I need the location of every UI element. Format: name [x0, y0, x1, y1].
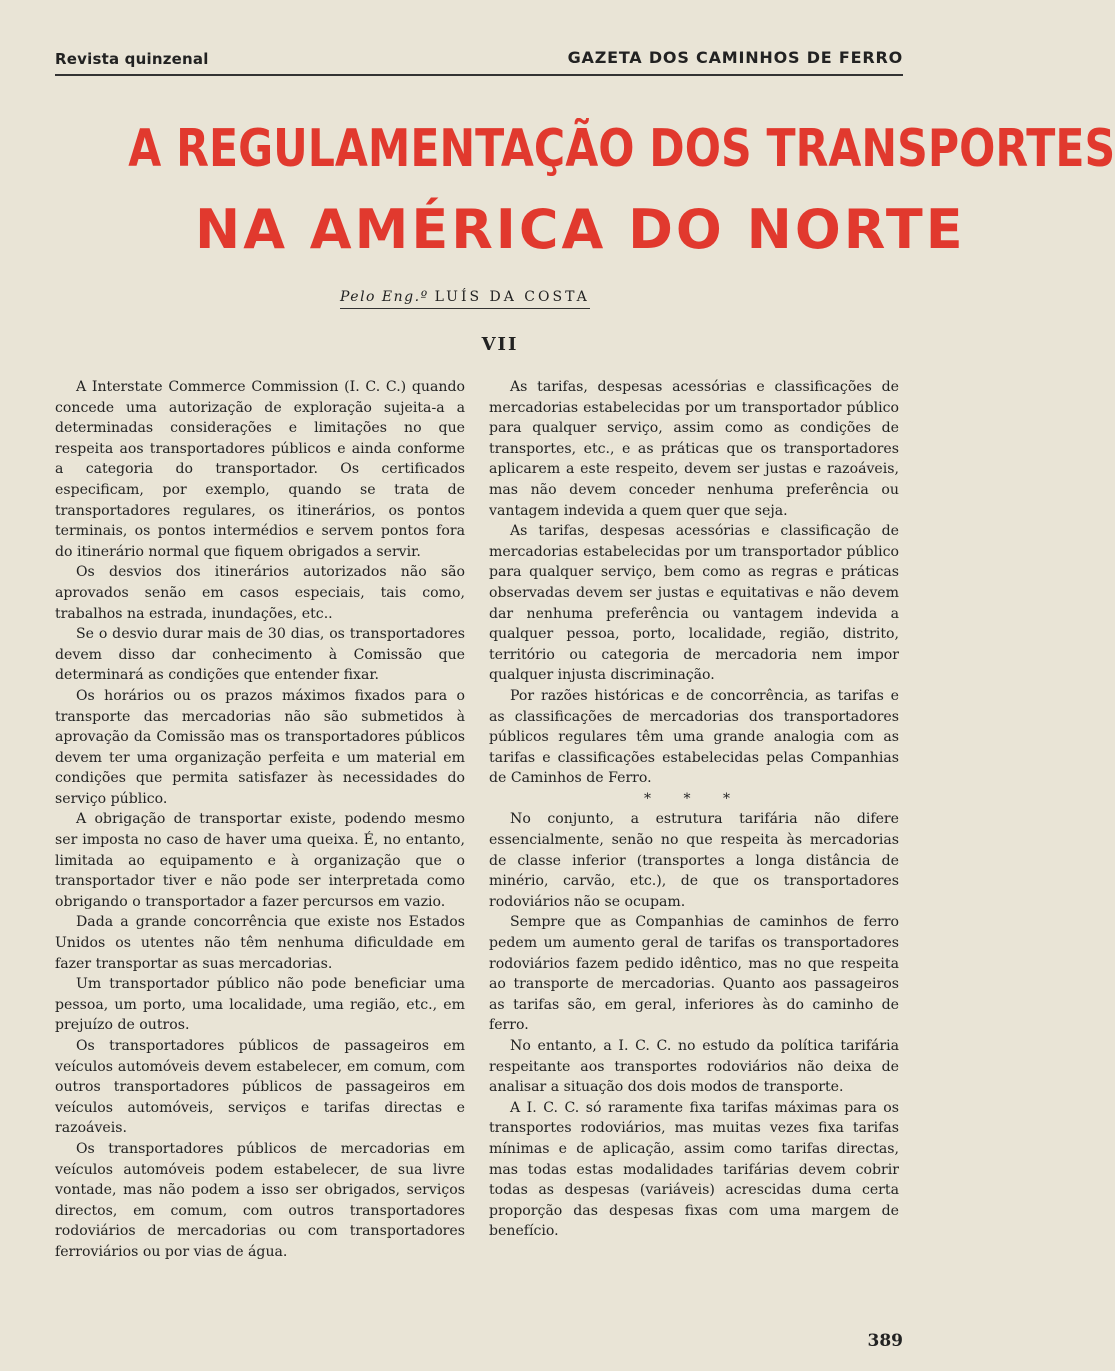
header-rule	[55, 74, 903, 76]
paragraph: A I. C. C. só raramente fixa tarifas máximas para os transportes rodoviários, mas muitas vezes fixa tarifas mínimas e de aplicação, assim como tarifas directas, mas todas estas modalidades tarifárias devem cobrir todas as despesas (variáveis) acrescidas duma certa proporção das despesas fixas com uma margem de benefício.	[489, 1099, 899, 1240]
paragraph: A Interstate Commerce Commission (I. C. C.) quando concede uma autorização de exploração sujeita-a a determinadas considerações e limitações no que respeita aos transportadores públicos e ainda conforme a categoria do transportador. Os certificados especificam, por exemplo, quando se trata de transportadores regulares, os itinerários, os pontos terminais, os pontos intermédios e servem pontos fora do itinerário normal que fiquem obrigados a servir.	[55, 379, 465, 560]
paragraph: A obrigação de transportar existe, podendo mesmo ser imposta no caso de haver uma queixa. É, no entanto, limitada ao equipamento e à organização que o transportador tiver e não pode ser interpretada como obrigando o transportador a fazer percursos em vazio.	[55, 811, 465, 910]
paragraph: Sempre que as Companhias de caminhos de ferro pedem um aumento geral de tarifas os transportadores rodoviários fazem pedido idêntico, mas no que respeita ao transporte de mercadorias. Quanto aos passageiros as tarifas são, em geral, inferiores às do caminho de ferro.	[489, 914, 899, 1034]
paragraph: Dada a grande concorrência que existe nos Estados Unidos os utentes não têm nenhuma dificuldade em fazer transportar as suas mercadorias.	[55, 914, 465, 972]
part-number: VII	[481, 334, 519, 355]
byline	[340, 289, 590, 309]
running-header-right: GAZETA DOS CAMINHOS DE FERRO	[567, 48, 903, 67]
paragraph: As tarifas, despesas acessórias e classificações de mercadorias estabelecidas por um transportador público para qualquer serviço, assim como as condições de transportes, etc., e as práticas que os transportadores aplicarem a este respeito, devem ser justas e razoáveis, mas não devem conceder nenhuma preferência ou vantagem indevida a quem quer que seja.	[489, 379, 899, 519]
right-column	[489, 377, 899, 1242]
paragraph: As tarifas, despesas acessórias e classificação de mercadorias estabelecidas por um transportador público para qualquer serviço, bem como as regras e práticas observadas devem ser justas e equitativas e não devem dar nenhuma preferência ou vantagem indevida a qualquer pessoa, porto, localidade, região, distrito, território ou categoria de mercadoria nem impor qualquer injusta discriminação.	[489, 523, 899, 684]
article-title-line-1: A REGULAMENTAÇÃO DOS TRANSPORTES	[128, 119, 1115, 179]
paragraph: Por razões históricas e de concorrência, as tarifas e as classificações de mercadorias dos transportadores públicos regulares têm uma grande analogia com as tarifas e classificações estabelecidas pelas Companhias de Caminhos de Ferro.	[489, 687, 899, 787]
page-number: 389	[867, 1331, 903, 1351]
running-header-left: Revista quinzenal	[55, 50, 209, 68]
left-column	[55, 377, 465, 1263]
paragraph: Os transportadores públicos de mercadorias em veículos automóveis podem estabelecer, de sua livre vontade, mas não podem a isso ser obrigados, serviços directos, em comum, com outros transportadores rodoviários de mercadorias ou com transportadores ferroviários ou por vias de água.	[55, 1140, 465, 1260]
paragraph: Se o desvio durar mais de 30 dias, os transportadores devem disso dar conhecimento à Comissão que determinará as condições que entender fixar.	[55, 626, 465, 684]
paragraph: Os desvios dos itinerários autorizados não são aprovados senão em casos especiais, tais como, trabalhos na estrada, inundações, etc..	[55, 564, 465, 622]
paragraph: No entanto, a I. C. C. no estudo da política tarifária respeitante aos transportes rodoviários não deixa de analisar a situação dos dois modos de transporte.	[489, 1038, 899, 1096]
paragraph: Os horários ou os prazos máximos fixados para o transporte das mercadorias não são submetidos à aprovação da Comissão mas os transportadores públicos devem ter uma organização perfeita e um material em condições que permita satisfazer às necessidades do serviço público.	[55, 687, 465, 807]
paragraph: Os transportadores públicos de passageiros em veículos automóveis devem estabelecer, em comum, com outros transportadores públicos de passageiros em veículos automóveis, serviços e tarifas directas e razoáveis.	[55, 1038, 465, 1137]
byline-author: LUÍS DA COSTA	[434, 289, 590, 305]
paragraph: No conjunto, a estrutura tarifária não difere essencialmente, senão no que respeita às mercadorias de classe inferior (transportes a longa distância de minério, carvão, etc.), de que os transportadores rodoviários não se ocupam.	[489, 811, 899, 910]
byline-prefix: Pelo Eng.º	[340, 289, 429, 305]
article-title-line-2: NA AMÉRICA DO NORTE	[195, 198, 966, 261]
paragraph: Um transportador público não pode beneficiar uma pessoa, um porto, uma localidade, uma região, etc., em prejuízo de outros.	[55, 976, 465, 1034]
section-separator: * * *	[644, 790, 744, 807]
